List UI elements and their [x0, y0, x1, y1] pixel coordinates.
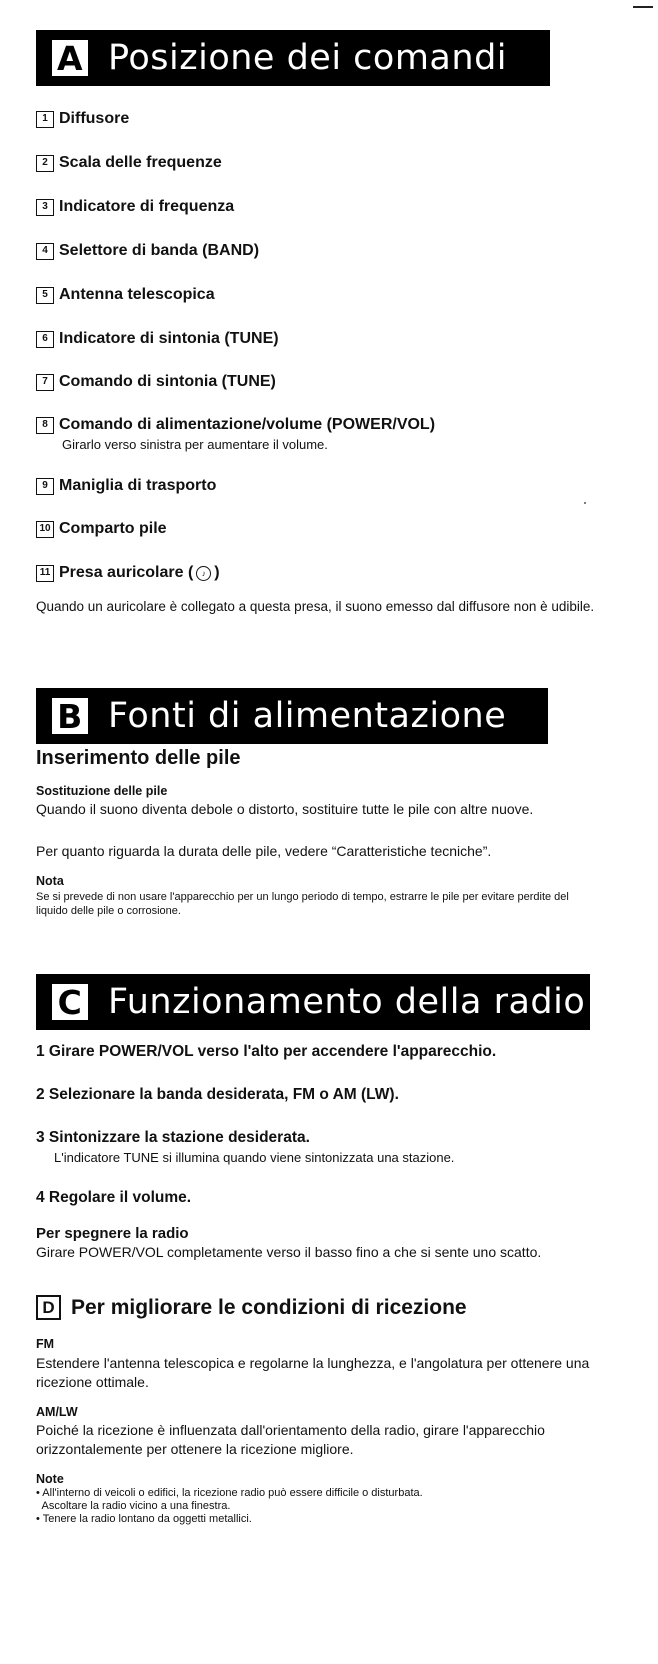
control-number: 1 — [36, 111, 54, 128]
reception-note-2: • Tenere la radio lontano da oggetti metallici. — [36, 1513, 252, 1525]
radio-step-2: 2 Selezionare la banda desiderata, FM o AM (LW). — [36, 1086, 399, 1103]
battery-note-label: Nota — [36, 874, 64, 888]
control-number: 5 — [36, 287, 54, 304]
reception-note-1-cont: Ascoltare la radio vicino a una finestra. — [36, 1500, 231, 1512]
control-number: 9 — [36, 478, 54, 495]
section-a-banner — [36, 30, 550, 86]
corner-mark — [633, 6, 653, 8]
am-lw-label: AM/LW — [36, 1405, 78, 1419]
control-item-4 — [36, 242, 259, 260]
earphone-jack-icon: ♪ — [196, 566, 211, 581]
section-b-title: Fonti di alimentazione — [108, 695, 507, 736]
battery-replacement-label: Sostituzione delle pile — [36, 784, 168, 798]
control-item-6 — [36, 330, 279, 348]
radio-step-3-description: L'indicatore TUNE si illumina quando viene sintonizzata una stazione. — [54, 1150, 455, 1165]
section-d-badge: D — [36, 1295, 61, 1320]
section-b-badge: B — [52, 698, 88, 734]
am-lw-text: Poiché la ricezione è influenzata dall'orientamento della radio, girare l'apparecchio orizzontalemente per ottenere la ricezione migliore. — [36, 1422, 545, 1457]
section-d-title: Per migliorare le condizioni di ricezione — [71, 1295, 467, 1319]
battery-note-text: Se si prevede di non usare l'apparecchio per un lungo periodo di tempo, estrarre le pile per evitare perdite del liquido delle pile o corrosione. — [36, 891, 569, 917]
control-label: Scala delle frequenze — [59, 154, 222, 171]
radio-step-1: 1 Girare POWER/VOL verso l'alto per accendere l'apparecchio. — [36, 1043, 497, 1060]
reception-note-1: • All'interno di veicoli o edifici, la ricezione radio può essere difficile o disturbata. — [36, 1487, 423, 1499]
control-item-10 — [36, 520, 167, 538]
fm-label: FM — [36, 1337, 55, 1351]
control-item-5 — [36, 286, 215, 304]
section-c-badge: C — [52, 984, 88, 1020]
control-label: Diffusore — [59, 110, 130, 127]
fm-text: Estendere l'antenna telescopica e regolarne la lunghezza, e l'angolatura per ottenere una ricezione ottimale. — [36, 1355, 590, 1390]
earphone-note: Quando un auricolare è collegato a questa presa, il suono emesso dal diffusore non è udibile. — [36, 599, 595, 614]
control-item-9 — [36, 477, 216, 495]
control-item-3 — [36, 198, 234, 216]
control-label: Presa auricolare ( — [59, 564, 194, 581]
control-item-1 — [36, 110, 129, 128]
control-number: 8 — [36, 417, 54, 434]
section-d-heading — [36, 1295, 467, 1320]
radio-step-3: 3 Sintonizzare la stazione desiderata. — [36, 1129, 310, 1146]
control-label: Antenna telescopica — [59, 286, 215, 303]
control-label: Indicatore di frequenza — [59, 198, 235, 215]
radio-step-4: 4 Regolare il volume. — [36, 1189, 192, 1206]
control-number: 7 — [36, 374, 54, 391]
control-number: 2 — [36, 155, 54, 172]
control-number: 11 — [36, 565, 54, 582]
control-label: Maniglia di trasporto — [59, 477, 217, 494]
reception-notes-label: Note — [36, 1472, 64, 1486]
control-number: 6 — [36, 331, 54, 348]
control-item-7 — [36, 373, 276, 391]
section-b-banner — [36, 688, 548, 744]
control-label: Selettore di banda (BAND) — [59, 242, 260, 259]
control-item-8-description: Girarlo verso sinistra per aumentare il volume. — [62, 437, 328, 452]
control-label: Comparto pile — [59, 520, 167, 537]
control-number: 10 — [36, 521, 54, 538]
section-c-title: Funzionamento della radio — [108, 981, 586, 1022]
control-label: Comando di sintonia (TUNE) — [59, 373, 276, 390]
battery-heading: Inserimento delle pile — [36, 747, 241, 769]
control-label: Indicatore di sintonia (TUNE) — [59, 330, 279, 347]
section-c-banner — [36, 974, 590, 1030]
power-off-text: Girare POWER/VOL completamente verso il basso fino a che si sente uno scatto. — [36, 1244, 542, 1260]
control-item-8 — [36, 416, 435, 434]
section-a-badge: A — [52, 40, 88, 76]
battery-life-text: Per quanto riguarda la durata delle pile, vedere “Caratteristiche tecniche”. — [36, 843, 492, 859]
power-off-label: Per spegnere la radio — [36, 1225, 189, 1242]
control-label: Comando di alimentazione/volume (POWER/VOL) — [59, 416, 436, 433]
section-a-title: Posizione dei comandi — [108, 37, 508, 78]
control-item-2 — [36, 154, 222, 172]
control-label-end: ) — [214, 564, 220, 581]
speck — [584, 502, 586, 504]
control-item-11 — [36, 564, 220, 582]
control-number: 4 — [36, 243, 54, 260]
control-number: 3 — [36, 199, 54, 216]
battery-replacement-text: Quando il suono diventa debole o distorto, sostituire tutte le pile con altre nuove. — [36, 801, 534, 817]
